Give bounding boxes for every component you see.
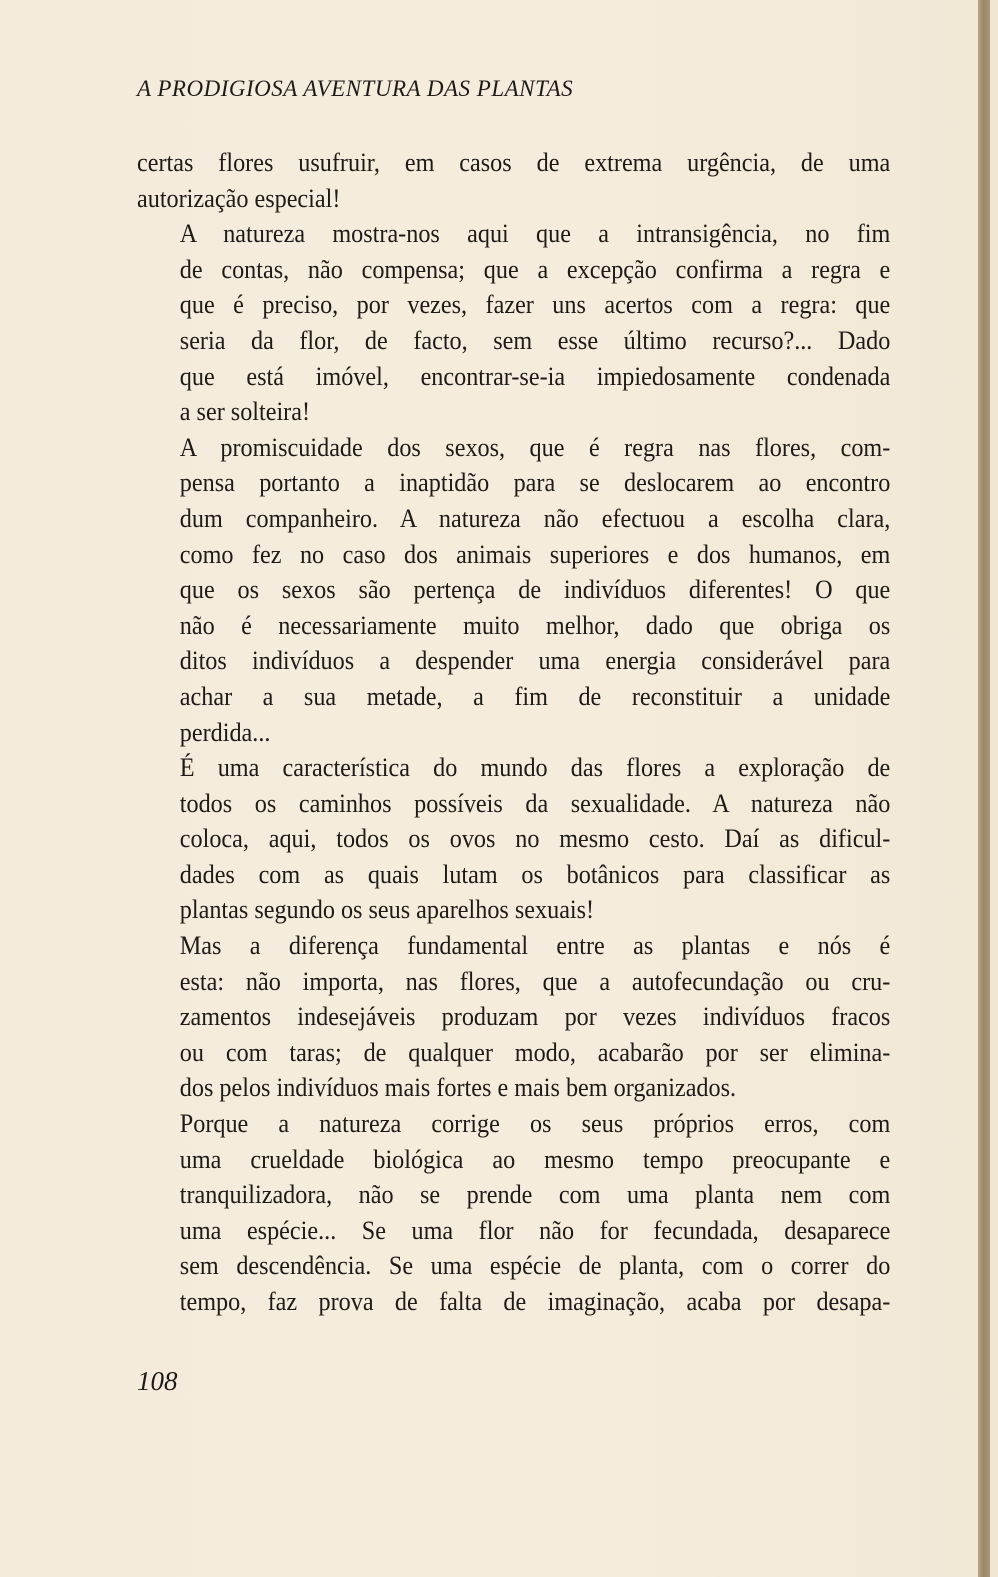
text-line: achar a sua metade, a fim de reconstituir a unidade	[179, 681, 891, 711]
text-line: a ser solteira!	[179, 397, 311, 427]
paragraph	[137, 145, 890, 216]
paragraph	[137, 1106, 890, 1320]
text-line: seria da flor, de facto, sem esse último recurso?... Dado	[179, 325, 891, 355]
text-line: É uma característica do mundo das flores a exploração de	[179, 753, 891, 783]
paragraph	[137, 430, 890, 750]
text-line: uma espécie... Se uma flor não for fecundada, desaparece	[179, 1215, 891, 1245]
text-line: que os sexos são pertença de indivíduos diferentes! O que	[179, 575, 891, 605]
paragraph	[137, 928, 890, 1106]
text-line: plantas segundo os seus aparelhos sexuais!	[179, 895, 595, 925]
text-line: pensa portanto a inaptidão para se deslocarem ao encontro	[179, 468, 891, 498]
text-line: A promiscuidade dos sexos, que é regra nas flores, com-	[179, 432, 891, 462]
paragraph	[137, 750, 890, 928]
text-line: coloca, aqui, todos os ovos no mesmo cesto. Daí as dificul-	[179, 824, 891, 854]
paragraph	[137, 216, 890, 430]
text-line: todos os caminhos possíveis da sexualidade. A natureza não	[179, 788, 891, 818]
text-line: A natureza mostra-nos aqui que a intransigência, no fim	[179, 219, 891, 249]
text-line: uma crueldade biológica ao mesmo tempo preocupante e	[179, 1144, 891, 1174]
text-line: ditos indivíduos a despender uma energia considerável para	[179, 646, 891, 676]
text-line: Porque a natureza corrige os seus próprios erros, com	[179, 1109, 891, 1139]
running-head: A PRODIGIOSA AVENTURA DAS PLANTAS	[137, 76, 574, 101]
text-line: que está imóvel, encontrar-se-ia impiedosamente condenada	[179, 361, 891, 391]
text-line: certas flores usufruir, em casos de extrema urgência, de uma	[137, 148, 891, 177]
text-line: dades com as quais lutam os botânicos para classificar as	[179, 859, 891, 889]
text-line: como fez no caso dos animais superiores e dos humanos, em	[179, 539, 891, 569]
text-line: perdida...	[179, 717, 271, 747]
page-edge-margin	[990, 0, 998, 1577]
text-line: tranquilizadora, não se prende com uma planta nem com	[179, 1180, 891, 1210]
text-line: sem descendência. Se uma espécie de planta, com o correr do	[179, 1251, 891, 1281]
page-number: 108	[137, 1366, 178, 1396]
text-line: dos pelos indivíduos mais fortes e mais bem organizados.	[179, 1073, 737, 1103]
text-line: tempo, faz prova de falta de imaginação, acaba por desapa-	[179, 1287, 891, 1316]
text-line: Mas a diferença fundamental entre as plantas e nós é	[179, 931, 891, 961]
text-line: de contas, não compensa; que a excepção confirma a regra e	[179, 254, 891, 284]
text-line: zamentos indesejáveis produzam por vezes indivíduos fracos	[179, 1002, 891, 1032]
text-line: que é preciso, por vezes, fazer uns acertos com a regra: que	[179, 290, 891, 320]
body-text	[137, 145, 890, 1320]
text-line: autorização especial!	[137, 183, 341, 213]
text-line: dum companheiro. A natureza não efectuou a escolha clara,	[179, 503, 891, 533]
text-line: ou com taras; de qualquer modo, acabarão por ser elimina-	[179, 1037, 891, 1067]
text-line: esta: não importa, nas flores, que a autofecundação ou cru-	[179, 966, 891, 996]
text-line: não é necessariamente muito melhor, dado que obriga os	[179, 610, 891, 640]
page-edge-shadow	[978, 0, 990, 1577]
